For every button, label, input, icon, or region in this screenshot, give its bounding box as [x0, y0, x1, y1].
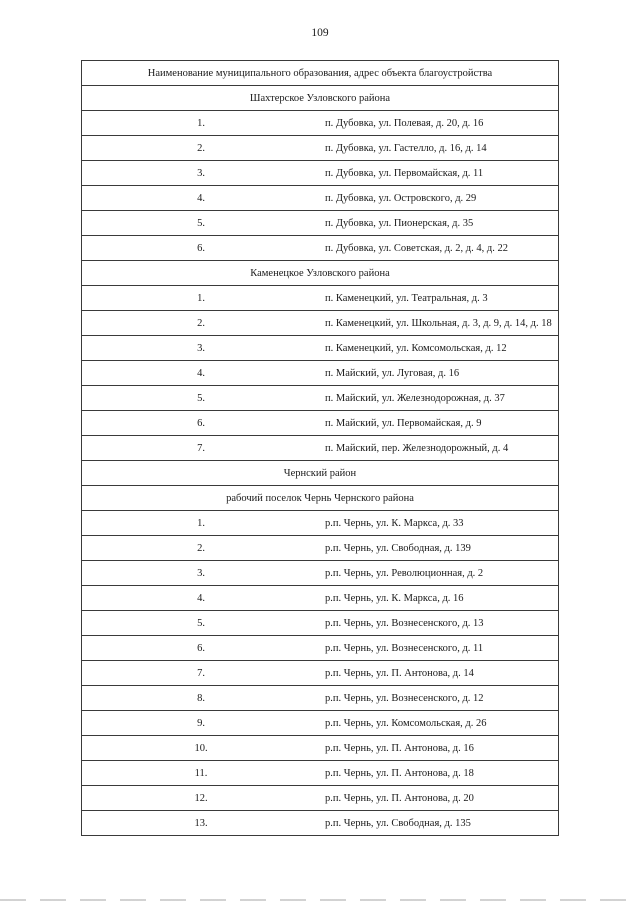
table-row — [82, 161, 559, 186]
row-number: 3. — [82, 561, 321, 586]
table-header-cell: Наименование муниципального образования, адрес объекта благоустройства — [82, 61, 559, 86]
row-address: п. Майский, ул. Первомайская, д. 9 — [320, 411, 559, 436]
table-row — [82, 186, 559, 211]
table-row — [82, 411, 559, 436]
table-row — [82, 711, 559, 736]
table-row — [82, 361, 559, 386]
row-number: 2. — [82, 536, 321, 561]
row-number: 9. — [82, 711, 321, 736]
row-number: 1. — [82, 286, 321, 311]
table-row — [82, 436, 559, 461]
row-address: р.п. Чернь, ул. П. Антонова, д. 14 — [320, 661, 559, 686]
table-row — [82, 336, 559, 361]
row-address: п. Дубовка, ул. Гастелло, д. 16, д. 14 — [320, 136, 559, 161]
section-row — [82, 86, 559, 111]
table-row — [82, 686, 559, 711]
row-address: п. Каменецкий, ул. Школьная, д. 3, д. 9, д. 14, д. 18 — [320, 311, 559, 336]
table-row — [82, 611, 559, 636]
row-address: п. Дубовка, ул. Островского, д. 29 — [320, 186, 559, 211]
table-row — [82, 761, 559, 786]
row-number: 1. — [82, 111, 321, 136]
row-number: 6. — [82, 636, 321, 661]
row-address: р.п. Чернь, ул. Вознесенского, д. 12 — [320, 686, 559, 711]
table-row — [82, 311, 559, 336]
table-row — [82, 511, 559, 536]
row-number: 6. — [82, 411, 321, 436]
section-title: Чернский район — [82, 461, 559, 486]
section-row — [82, 461, 559, 486]
row-number: 12. — [82, 786, 321, 811]
row-address: п. Каменецкий, ул. Комсомольская, д. 12 — [320, 336, 559, 361]
row-address: п. Каменецкий, ул. Театральная, д. 3 — [320, 286, 559, 311]
section-title: Шахтерское Узловского района — [82, 86, 559, 111]
table-row — [82, 211, 559, 236]
row-address: р.п. Чернь, ул. К. Маркса, д. 33 — [320, 511, 559, 536]
row-number: 2. — [82, 311, 321, 336]
table-row — [82, 736, 559, 761]
row-number: 13. — [82, 811, 321, 836]
row-address: п. Дубовка, ул. Полевая, д. 20, д. 16 — [320, 111, 559, 136]
table-row — [82, 536, 559, 561]
row-number: 4. — [82, 186, 321, 211]
row-address: п. Дубовка, ул. Советская, д. 2, д. 4, д. 22 — [320, 236, 559, 261]
row-address: п. Майский, ул. Луговая, д. 16 — [320, 361, 559, 386]
row-address: р.п. Чернь, ул. Вознесенского, д. 13 — [320, 611, 559, 636]
row-number: 2. — [82, 136, 321, 161]
table-row — [82, 561, 559, 586]
row-address: п. Майский, пер. Железнодорожный, д. 4 — [320, 436, 559, 461]
row-number: 4. — [82, 586, 321, 611]
section-title: рабочий поселок Чернь Чернского района — [82, 486, 559, 511]
table-body — [82, 61, 559, 836]
row-number: 11. — [82, 761, 321, 786]
row-address: п. Майский, ул. Железнодорожная, д. 37 — [320, 386, 559, 411]
row-address: р.п. Чернь, ул. Свободная, д. 139 — [320, 536, 559, 561]
row-address: р.п. Чернь, ул. П. Антонова, д. 16 — [320, 736, 559, 761]
table-row — [82, 386, 559, 411]
table-row — [82, 286, 559, 311]
row-number: 8. — [82, 686, 321, 711]
row-address: р.п. Чернь, ул. Вознесенского, д. 11 — [320, 636, 559, 661]
section-title: Каменецкое Узловского района — [82, 261, 559, 286]
row-number: 5. — [82, 611, 321, 636]
row-address: р.п. Чернь, ул. Комсомольская, д. 26 — [320, 711, 559, 736]
table-row — [82, 811, 559, 836]
row-address: р.п. Чернь, ул. Свободная, д. 135 — [320, 811, 559, 836]
table-row — [82, 786, 559, 811]
row-number: 7. — [82, 436, 321, 461]
table-header-row — [82, 61, 559, 86]
table-row — [82, 661, 559, 686]
table-row — [82, 236, 559, 261]
table-row — [82, 636, 559, 661]
row-number: 5. — [82, 211, 321, 236]
row-address: п. Дубовка, ул. Первомайская, д. 11 — [320, 161, 559, 186]
table-row — [82, 586, 559, 611]
row-number: 6. — [82, 236, 321, 261]
table-row — [82, 136, 559, 161]
page-number: 109 — [311, 27, 329, 39]
row-number: 3. — [82, 336, 321, 361]
section-row — [82, 261, 559, 286]
row-number: 3. — [82, 161, 321, 186]
row-address: р.п. Чернь, ул. П. Антонова, д. 18 — [320, 761, 559, 786]
row-number: 4. — [82, 361, 321, 386]
row-address: п. Дубовка, ул. Пионерская, д. 35 — [320, 211, 559, 236]
scan-artifact-line — [0, 899, 640, 901]
row-number: 7. — [82, 661, 321, 686]
row-address: р.п. Чернь, ул. П. Антонова, д. 20 — [320, 786, 559, 811]
row-number: 1. — [82, 511, 321, 536]
section-row — [82, 486, 559, 511]
table-row — [82, 111, 559, 136]
row-address: р.п. Чернь, ул. К. Маркса, д. 16 — [320, 586, 559, 611]
row-number: 5. — [82, 386, 321, 411]
row-address: р.п. Чернь, ул. Революционная, д. 2 — [320, 561, 559, 586]
row-number: 10. — [82, 736, 321, 761]
addresses-table — [81, 60, 559, 836]
